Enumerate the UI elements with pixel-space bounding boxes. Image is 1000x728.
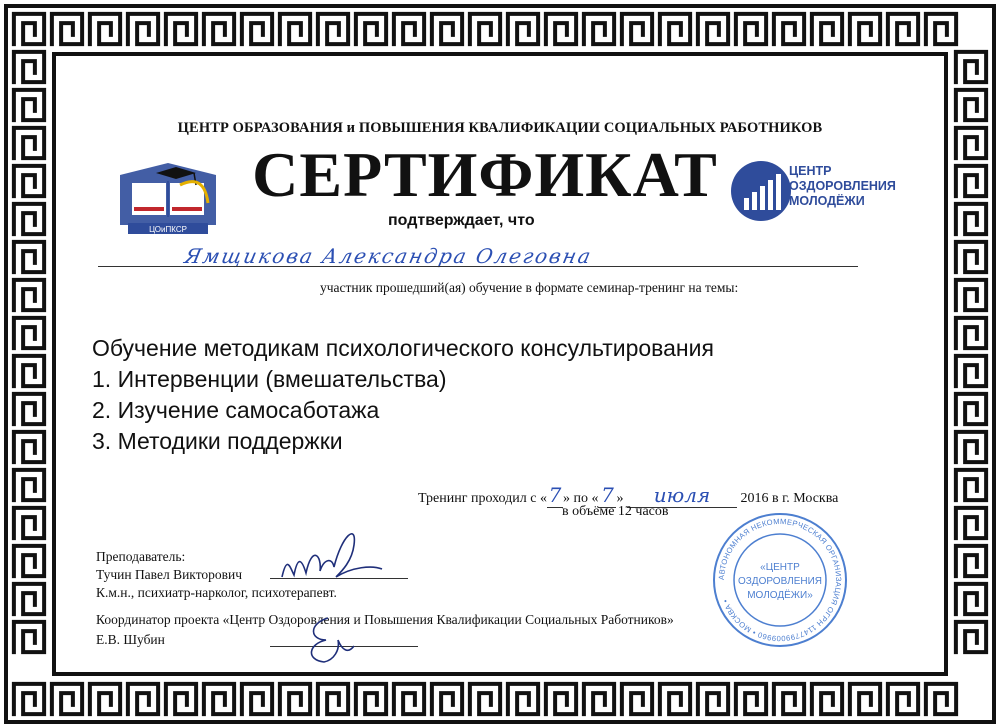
training-month: июля	[627, 483, 737, 508]
topic-item: 1. Интервенции (вмешательства)	[92, 366, 447, 392]
training-after-to: »	[616, 491, 624, 506]
training-middle: » по «	[562, 491, 599, 506]
logo-left-caption: ЦОиПКСР	[149, 225, 187, 234]
recipient-name: Ямщикова Александра Олеговна	[182, 244, 595, 268]
organization-stamp	[710, 510, 850, 650]
teacher-label: Преподаватель:	[96, 549, 186, 564]
topic-item: 2. Изучение самосаботажа	[92, 397, 380, 423]
topics-list	[92, 333, 852, 457]
logo-right-line1: ЦЕНТР	[789, 164, 832, 178]
training-suffix: 2016 в г. Москва	[740, 491, 839, 506]
coordinator-name: Е.В. Шубин	[96, 632, 165, 647]
training-volume: в объёме 12 часов	[562, 504, 669, 519]
stamp-center-line3: МОЛОДЁЖИ»	[747, 590, 813, 601]
teacher-title: К.м.н., психиатр-нарколог, психотерапевт.	[96, 585, 337, 600]
coordinator-signature	[298, 610, 368, 670]
stamp-center-line2: ОЗДОРОВЛЕНИЯ	[737, 576, 823, 587]
organization-header: ЦЕНТР ОБРАЗОВАНИЯ и ПОВЫШЕНИЯ КВАЛИФИКАЦИИ СОЦИАЛЬНЫХ РАБОТНИКОВ	[177, 120, 823, 136]
teacher-signature	[262, 515, 412, 595]
training-from-day: 7	[548, 483, 562, 507]
stamp-ring-text: АВТОНОМНАЯ НЕКОММЕРЧЕСКАЯ ОРГАНИЗАЦИЯ ОГРН 1147799009960 • МОСКВА •	[716, 516, 844, 644]
participant-text: участник прошедший(ая) обучение в формате семинар-тренинг на темы:	[320, 280, 739, 295]
graduation-cap-book-logo	[118, 163, 218, 235]
logo-right-line2: ОЗДОРОВЛЕНИЯ	[789, 179, 896, 193]
training-prefix: Тренинг проходил с «	[418, 491, 547, 506]
teacher-name: Тучин Павел Викторович	[96, 567, 243, 582]
training-to-day: 7	[598, 483, 616, 508]
youth-health-center-text	[789, 164, 896, 209]
logo-right-line3: МОЛОДЁЖИ	[789, 194, 865, 208]
certificate-title: СЕРТИФИКАТ	[252, 139, 718, 210]
confirms-text: подтверждает, что	[388, 212, 535, 229]
topic-item: 3. Методики поддержки	[92, 428, 343, 454]
stamp-center-line1: «ЦЕНТР	[760, 562, 800, 573]
youth-health-center-logo	[730, 160, 792, 222]
coordinator-label: Координатор проекта «Центр Оздоровления и Повышения Квалификации Социальных Работников»	[96, 612, 674, 627]
topics-heading: Обучение методикам психологического консультирования	[92, 335, 714, 361]
name-underline	[98, 266, 858, 267]
